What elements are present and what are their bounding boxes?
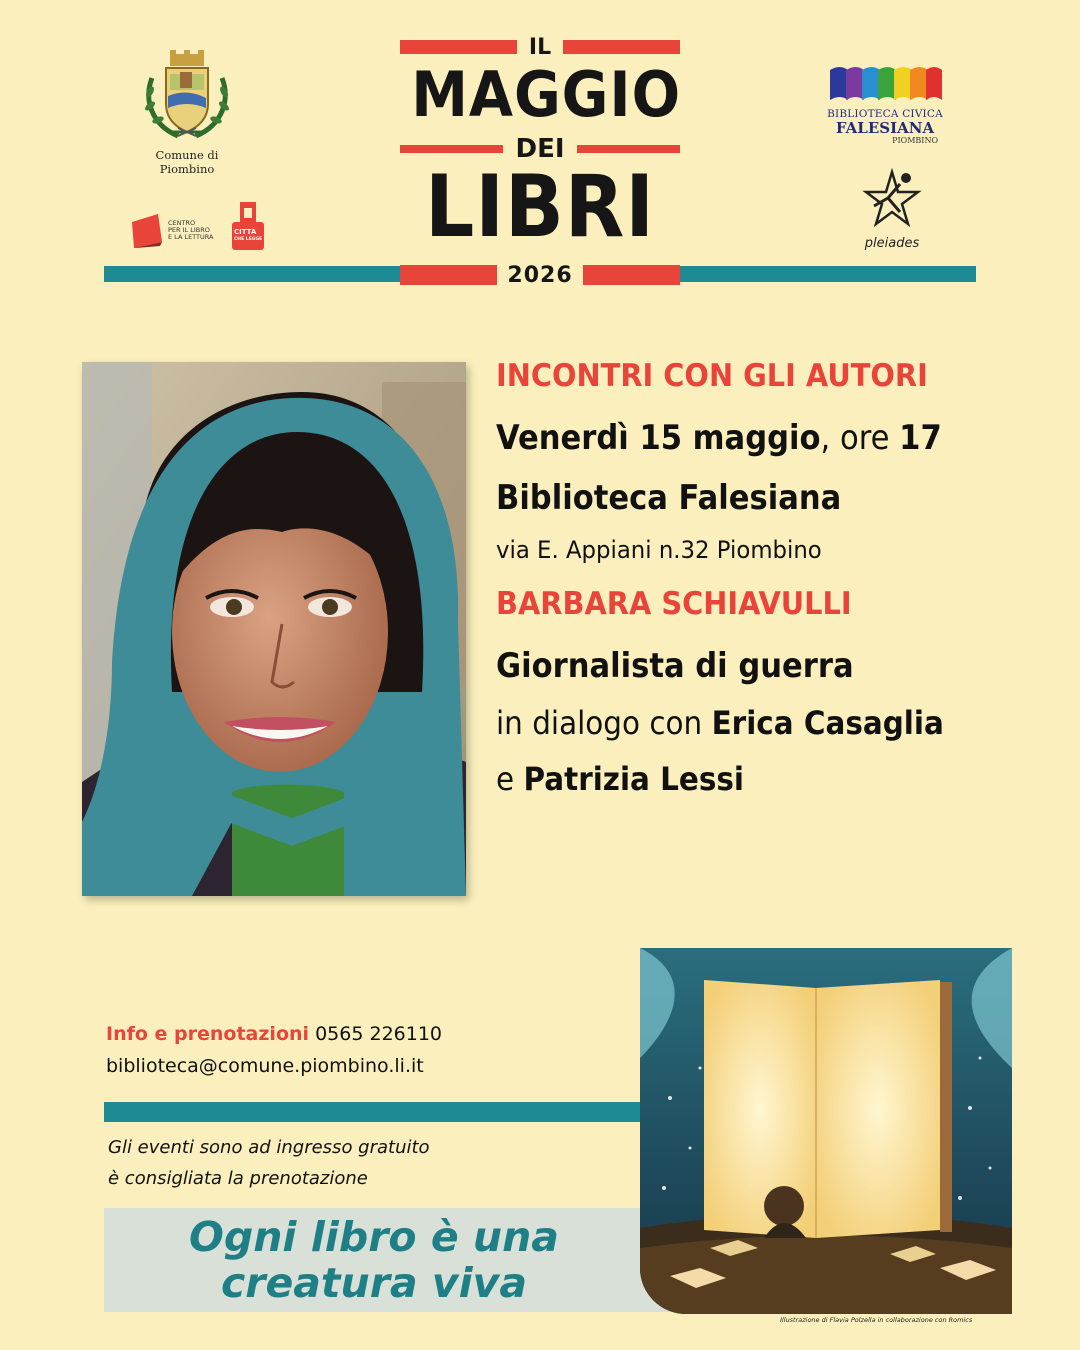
citta-che-legge-logo [230, 202, 266, 254]
comune-caption-line1: Comune di [155, 148, 219, 162]
title-red-bar [400, 265, 497, 285]
title-libri: LIBRI [424, 157, 656, 257]
rainbow-books-icon [826, 64, 944, 102]
comune-caption-line2: Piombino [159, 162, 215, 176]
title-red-bar [583, 265, 680, 285]
title-il: IL [528, 34, 552, 60]
free-note-line1: Gli eventi sono ad ingresso gratuito [108, 1137, 430, 1158]
title-red-bar [577, 145, 680, 153]
event-dialog-line1 [496, 704, 944, 742]
coat-of-arms-icon [138, 48, 236, 144]
event-date-day: Venerdì 15 maggio [496, 418, 821, 458]
slogan-line1: Ogni libro è una [189, 1213, 559, 1261]
citta-line2: CHE LEGGE [234, 237, 263, 242]
event-author-role: Giornalista di guerra [496, 646, 854, 686]
biblio-line1: BIBLIOTECA CIVICA [827, 108, 943, 120]
event-venue: Biblioteca Falesiana [496, 478, 842, 518]
pleiades-logo [852, 168, 932, 251]
cepell-logo [130, 212, 213, 248]
info-phone[interactable]: 0565 226110 [309, 1023, 443, 1045]
event-author-name: BARBARA SCHIAVULLI [496, 586, 852, 622]
info-block [106, 1018, 442, 1082]
free-entry-note [108, 1132, 430, 1194]
title-red-bar [400, 145, 503, 153]
event-date-sep: , ore [820, 418, 900, 458]
pleiades-caption: pleiades [864, 236, 920, 251]
title-dei: DEI [515, 134, 565, 164]
free-note-line2: è consigliata la prenotazione [108, 1168, 368, 1189]
info-teal-band [104, 1102, 644, 1122]
event-dialog-and: e [496, 760, 524, 798]
event-moderator-1: Erica Casaglia [711, 704, 944, 742]
star-figure-icon [860, 168, 924, 232]
event-address: via E. Appiani n.32 Piombino [496, 536, 822, 564]
event-date-hour: 17 [899, 418, 942, 458]
author-portrait-photo [82, 362, 466, 896]
biblio-line2: FALESIANA [835, 119, 935, 137]
event-date [496, 418, 942, 458]
title-red-bar [563, 40, 680, 54]
event-dialog-prefix: in dialogo con [496, 704, 712, 742]
event-dialog-line2 [496, 760, 744, 798]
info-phone-line [106, 1018, 442, 1050]
comune-piombino-logo [138, 48, 236, 176]
book-illustration [640, 948, 1012, 1314]
info-label: Info e prenotazioni [106, 1023, 310, 1045]
open-book-illustration [640, 948, 1012, 1314]
title-il-row [400, 36, 680, 58]
title-year: 2026 [507, 262, 573, 288]
slogan [104, 1214, 644, 1306]
biblioteca-falesiana-logo [826, 64, 944, 145]
book-icon [130, 212, 164, 248]
cepell-line2: PER IL LIBRO [168, 225, 210, 234]
biblio-line3: PIOMBINO [892, 136, 938, 145]
cepell-line1: CENTRO [168, 218, 196, 227]
portrait-illustration [82, 362, 466, 896]
illustration-credit: Illustrazione di Flavia Polzella in collaborazione con Romics [780, 1316, 973, 1324]
citta-line1: CITTÀ [234, 228, 257, 236]
slogan-line2: creatura viva [220, 1259, 528, 1307]
title-year-row [400, 262, 680, 288]
event-heading: INCONTRI CON GLI AUTORI [496, 358, 928, 394]
cepell-line3: E LA LETTURA [168, 232, 214, 241]
event-moderator-2: Patrizia Lessi [523, 760, 745, 798]
title-maggio: MAGGIO [411, 58, 681, 131]
info-email[interactable]: biblioteca@comune.piombino.li.it [106, 1055, 424, 1077]
title-red-bar [400, 40, 517, 54]
